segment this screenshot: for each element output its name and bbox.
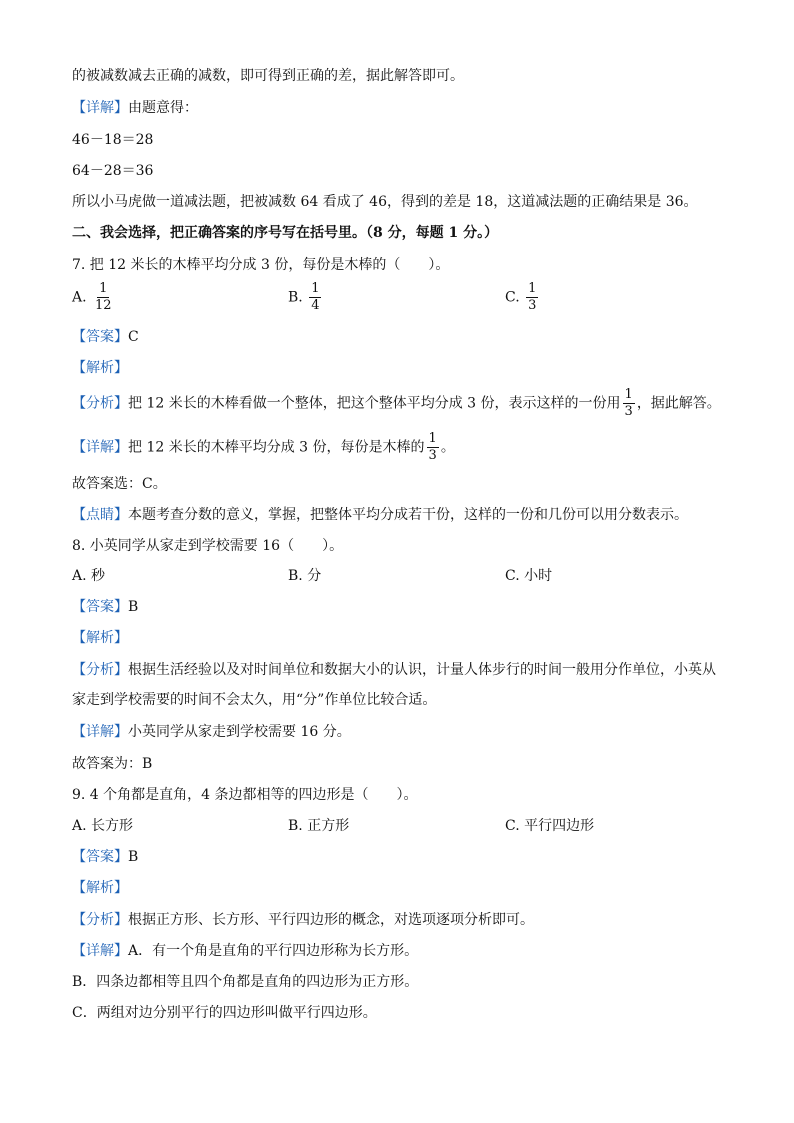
answer-value: C (128, 329, 139, 345)
q9-option-c (505, 816, 594, 836)
detail-text: 由题意得： (128, 100, 198, 116)
fraction (623, 388, 635, 419)
analysis-tag: 【解析】 (72, 630, 128, 646)
q9-fenxi (72, 910, 534, 930)
q7-dianjing (72, 505, 688, 525)
option-letter: A. (72, 289, 87, 306)
q8-fenxi-cont: 家走到学校需要的时间不会太久，用“分”作单位比较合适。 (72, 692, 437, 708)
fraction (427, 432, 439, 463)
equation-1: 46－18＝28 (72, 132, 154, 148)
option-text: 小时 (524, 568, 553, 584)
frac-num: 1 (428, 431, 437, 446)
answer-tag: 【答案】 (72, 849, 128, 865)
fraction (309, 282, 321, 313)
detail-tag: 【详解】 (72, 100, 128, 116)
section-heading: 二、我会选择，把正确答案的序号写在括号里。（8 分，每题 1 分。） (72, 225, 499, 241)
option-letter: C. (505, 818, 520, 834)
dianjing-tag: 【点睛】 (72, 507, 128, 523)
option-text: 长方形 (91, 818, 134, 834)
q8-detail (72, 722, 351, 742)
answer-value: B (128, 599, 139, 615)
frac-num: 1 (624, 387, 633, 402)
frac-den: 12 (95, 298, 112, 313)
analysis-tag: 【解析】 (72, 880, 128, 896)
option-letter: C. (505, 568, 520, 584)
option-text: 正方形 (307, 818, 350, 834)
fenxi-tag: 【分析】 (72, 395, 128, 412)
q8-question: 8. 小英同学从家走到学校需要 16（ ）。 (72, 538, 344, 554)
option-letter: B. (288, 568, 303, 584)
q9-option-b (288, 816, 349, 836)
answer-tag: 【答案】 (72, 329, 128, 345)
q8-fenxi (72, 660, 716, 680)
detail-tag: 【详解】 (72, 724, 128, 740)
detail-tag: 【详解】 (72, 943, 128, 959)
q8-analysis-tag (72, 628, 128, 648)
intro-line: 的被减数减去正确的减数，即可得到正确的差，据此解答即可。 (72, 68, 464, 84)
detail-tag: 【详解】 (72, 439, 128, 456)
intro-detail (72, 98, 198, 118)
q8-option-c (505, 566, 552, 586)
option-text: 平行四边形 (524, 818, 595, 834)
q7-question: 7. 把 12 米长的木棒平均分成 3 份，每份是木棒的（ ）。 (72, 257, 450, 273)
answer-value: B (128, 849, 139, 865)
option-letter: B. (288, 289, 303, 306)
fraction (526, 282, 538, 313)
q9-detail-b: B．四条边都相等且四个角都是直角的四边形为正方形。 (72, 974, 419, 990)
intro-conclusion: 所以小马虎做一道减法题，把被减数 64 看成了 46，得到的差是 18，这道减法题的正确结果是 36。 (72, 194, 698, 210)
q8-final: 故答案为：B (72, 756, 153, 772)
detail-a: A．有一个角是直角的平行四边形称为长方形。 (128, 943, 419, 959)
option-letter: A. (72, 818, 87, 834)
option-text: 秒 (91, 568, 106, 584)
frac-num: 1 (99, 281, 108, 296)
fenxi-tag: 【分析】 (72, 662, 128, 678)
q8-option-a (72, 566, 105, 586)
fenxi-end: ，据此解答。 (636, 395, 721, 412)
frac-den: 3 (428, 448, 437, 463)
option-text: 分 (307, 568, 322, 584)
detail-text: 小英同学从家走到学校需要 16 分。 (128, 724, 351, 740)
detail-text: 把 12 米长的木棒平均分成 3 份，每份是木棒的 (128, 439, 425, 456)
fenxi-tag: 【分析】 (72, 912, 128, 928)
q7-option-b (288, 282, 323, 313)
detail-end: 。 (440, 439, 455, 456)
q9-analysis-tag (72, 878, 128, 898)
q7-option-c (505, 282, 540, 313)
q8-option-b (288, 566, 321, 586)
q9-detail-c: C．两组对边分别平行的四边形叫做平行四边形。 (72, 1005, 377, 1021)
q9-question: 9. 4 个角都是直角，4 条边都相等的四边形是（ ）。 (72, 787, 418, 803)
answer-tag: 【答案】 (72, 599, 128, 615)
q7-option-a (72, 282, 116, 313)
frac-den: 4 (311, 298, 320, 313)
fenxi-text: 根据正方形、长方形、平行四边形的概念，对选项逐项分析即可。 (128, 912, 534, 928)
q7-detail (72, 432, 455, 463)
q8-answer (72, 597, 138, 617)
frac-num: 1 (311, 281, 320, 296)
q7-final: 故答案选：C。 (72, 476, 167, 492)
frac-num: 1 (528, 281, 537, 296)
option-letter: B. (288, 818, 303, 834)
equation-2: 64－28＝36 (72, 163, 154, 179)
q9-detail (72, 941, 418, 961)
q7-analysis-tag (72, 358, 128, 378)
frac-den: 3 (528, 298, 537, 313)
analysis-tag: 【解析】 (72, 360, 128, 376)
fraction (93, 282, 114, 313)
q7-answer (72, 327, 139, 347)
dianjing-text: 本题考查分数的意义，掌握，把整体平均分成若干份，这样的一份和几份可以用分数表示。 (128, 507, 688, 523)
q9-option-a (72, 816, 133, 836)
option-letter: C. (505, 289, 520, 306)
option-letter: A. (72, 568, 87, 584)
fenxi-text: 把 12 米长的木棒看做一个整体，把这个整体平均分成 3 份，表示这样的一份用 (128, 395, 621, 412)
q9-answer (72, 847, 138, 867)
frac-den: 3 (624, 404, 633, 419)
q7-fenxi (72, 388, 721, 419)
fenxi-text: 根据生活经验以及对时间单位和数据大小的认识，计量人体步行的时间一般用分作单位，小英从 (128, 662, 716, 678)
